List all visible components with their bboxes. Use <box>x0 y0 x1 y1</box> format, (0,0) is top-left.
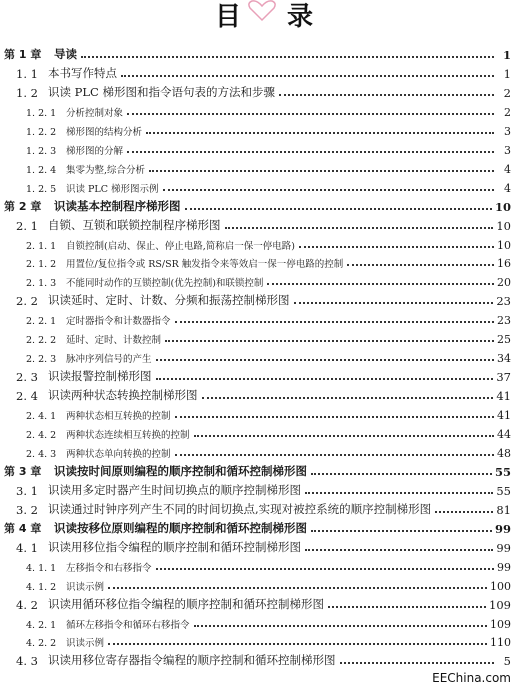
toc-page-number: 41 <box>497 409 511 423</box>
toc-page-number: 41 <box>496 389 511 404</box>
toc-subsection-row[interactable] <box>0 440 517 460</box>
toc-dot-leader <box>175 415 494 418</box>
toc-dot-leader <box>175 320 494 323</box>
toc-dot-leader <box>156 567 494 570</box>
toc-dot-leader <box>294 301 494 304</box>
toc-entry-number: 2. 4. 1 <box>26 411 57 423</box>
toc-dot-leader <box>127 112 494 115</box>
toc-dot-leader <box>225 226 494 229</box>
toc-title <box>0 0 517 32</box>
toc-dot-leader <box>185 207 492 210</box>
toc-page-number: 2 <box>503 85 511 100</box>
toc-dot-leader <box>81 55 494 58</box>
toc-entry-number: 3. 1 <box>16 483 38 498</box>
toc-section-row[interactable] <box>0 80 517 100</box>
toc-entry-title: 自锁、互锁和联锁控制程序梯形图 <box>48 217 221 232</box>
toc-entry-number: 4. 3 <box>16 654 38 669</box>
toc-dot-leader <box>311 472 492 475</box>
toc-dot-leader <box>202 396 494 399</box>
toc-dot-leader <box>347 263 494 266</box>
toc-entry-title: 识读用移位指令编程的顺序控制和循环控制梯形图 <box>48 539 301 554</box>
toc-page-number: 99 <box>496 540 511 555</box>
watermark: EEChina.com <box>432 671 511 685</box>
toc-entry-title: 识读 PLC 梯形图示例 <box>66 183 159 195</box>
toc-page-number: 20 <box>497 276 511 290</box>
toc-page-number: 3 <box>504 124 511 138</box>
toc-entry-title: 本书写作特点 <box>48 65 117 80</box>
toc-section-row[interactable] <box>0 478 517 498</box>
toc-entry-number: 3. 2 <box>16 502 38 517</box>
toc-entry-number: 2. 3 <box>16 370 38 385</box>
toc-section-row[interactable] <box>0 648 517 668</box>
toc-entry-title: 识读按移位原则编程的顺序控制和循环控制梯形图 <box>54 520 307 535</box>
toc-page-number: 1 <box>502 48 511 62</box>
toc-section-row[interactable] <box>0 61 517 81</box>
toc-page-number: 1 <box>503 66 511 81</box>
toc-dot-leader <box>156 377 494 380</box>
toc-dot-leader <box>340 661 495 664</box>
toc-dot-leader <box>194 624 487 627</box>
toc-dot-leader <box>305 548 493 551</box>
toc-entry-number: 4. 2. 1 <box>26 619 57 631</box>
toc-page-number: 10 <box>494 199 511 214</box>
toc-dot-leader <box>311 529 492 532</box>
toc-page-number: 5 <box>503 654 511 669</box>
toc-entry-title: 梯形图的结构分析 <box>66 126 143 138</box>
toc-section-row[interactable] <box>0 383 517 403</box>
toc-entry-title: 分析控制对象 <box>66 107 124 119</box>
toc-page-number: 55 <box>496 483 511 498</box>
toc-entry-number: 第 1 章 <box>4 48 42 61</box>
toc-dot-leader <box>108 642 487 645</box>
toc-dot-leader <box>146 131 494 134</box>
toc-dot-leader <box>165 339 494 342</box>
toc-subsection-row[interactable] <box>0 99 517 119</box>
toc-subsection-row[interactable] <box>0 611 517 631</box>
toc-entry-title: 梯形图的分解 <box>66 145 124 157</box>
toc-entry-number: 2. 2. 1 <box>26 316 57 328</box>
toc-dot-leader <box>175 453 494 456</box>
toc-entry-number: 第 4 章 <box>4 521 42 535</box>
toc-section-row[interactable] <box>0 213 517 233</box>
toc-dot-leader <box>163 188 494 191</box>
toc-subsection-row[interactable] <box>0 573 517 593</box>
toc-entry-title: 两种状态单向转换的控制 <box>66 448 171 460</box>
toc-page-number: 100 <box>490 579 511 593</box>
title-char-lu: 录 <box>287 2 314 32</box>
toc-entry-title: 两种状态连续相互转换的控制 <box>66 430 190 441</box>
toc-entry-number: 4. 1. 1 <box>26 562 57 574</box>
toc-section-row[interactable] <box>0 288 517 308</box>
toc-subsection-row[interactable] <box>0 250 517 270</box>
toc-page-number: 2 <box>504 105 511 119</box>
toc-page-number: 81 <box>496 502 511 517</box>
toc-entry-number: 1. 2. 2 <box>26 126 57 138</box>
toc-entry-title: 识读示例 <box>66 638 105 650</box>
toc-entry-number: 第 3 章 <box>4 464 42 478</box>
toc-entry-number: 第 2 章 <box>4 199 42 213</box>
toc-dot-leader <box>267 282 494 285</box>
toc-entry-title: 两种状态相互转换的控制 <box>66 411 171 423</box>
toc-entry-number: 4. 2 <box>16 597 38 612</box>
toc-entry-title: 延时、定时、计数控制 <box>66 335 162 347</box>
toc-entry-number: 4. 1. 2 <box>26 581 57 593</box>
toc-entry-number: 2. 1. 2 <box>26 259 57 271</box>
toc-section-row[interactable] <box>0 364 517 384</box>
toc-page-number: 23 <box>496 294 511 309</box>
toc-entry-number: 2. 1. 3 <box>26 278 57 290</box>
toc-entry-title: 识读两种状态转换控制梯形图 <box>48 388 198 403</box>
toc-chapter-row[interactable] <box>0 42 517 62</box>
toc-entry-title: 识读用多定时器产生时间切换点的顺序控制梯形图 <box>48 482 301 497</box>
toc-entry-title: 识读延时、定时、计数、分频和振荡控制梯形图 <box>48 293 290 308</box>
toc-entry-number: 2. 1 <box>16 218 38 233</box>
toc-entry-title: 定时器指令和计数器指令 <box>66 316 171 328</box>
title-char-mu: 目 <box>215 2 242 32</box>
toc-subsection-row[interactable] <box>0 326 517 346</box>
toc-entry-title: 识读按时间原则编程的顺序控制和循环控制梯形图 <box>54 463 307 478</box>
toc-entry-title: 集零为整,综合分析 <box>66 164 146 176</box>
toc-dot-leader <box>194 434 494 437</box>
toc-entry-number: 1. 2. 3 <box>26 145 57 157</box>
toc-dot-leader <box>299 245 494 248</box>
toc-page-number: 109 <box>490 617 511 631</box>
toc-page-number: 99 <box>497 560 511 574</box>
toc-section-row[interactable] <box>0 535 517 555</box>
toc-entry-title: 导读 <box>54 47 77 61</box>
toc-chapter-row[interactable] <box>0 194 517 214</box>
toc-page-number: 25 <box>497 333 511 347</box>
toc-page-number: 110 <box>490 636 511 650</box>
toc-entry-number: 2. 2. 2 <box>26 335 57 347</box>
toc-entry-title: 识读基本控制程序梯形图 <box>54 198 181 213</box>
toc-page-number: 109 <box>489 597 511 612</box>
toc-subsection-row[interactable] <box>0 175 517 195</box>
toc-page-number: 44 <box>497 428 511 441</box>
toc-entry-number: 4. 2. 2 <box>26 638 57 650</box>
toc-page-number: 4 <box>504 162 511 176</box>
toc-entry-title: 识读示例 <box>66 581 105 593</box>
toc-subsection-row[interactable] <box>0 232 517 252</box>
toc-entry-number: 2. 1. 1 <box>26 240 57 252</box>
toc-entry-title: 脉冲序列信号的产生 <box>66 354 152 366</box>
toc-page-number: 48 <box>497 446 511 460</box>
toc-subsection-row[interactable] <box>0 118 517 138</box>
toc-dot-leader <box>127 150 494 153</box>
toc-entry-title: 识读用移位寄存器指令编程的顺序控制和循环控制梯形图 <box>48 653 336 668</box>
toc-page-number: 34 <box>497 352 511 366</box>
heart-icon <box>247 0 277 22</box>
toc-page-number: 3 <box>504 143 511 157</box>
toc-entry-title: 左移指令和右移指令 <box>66 562 152 574</box>
toc-entry-number: 1. 1 <box>16 66 38 81</box>
toc-dot-leader <box>435 510 493 513</box>
toc-page-number: 99 <box>494 521 511 536</box>
toc-entry-number: 2. 2 <box>16 294 38 309</box>
toc-dot-leader <box>305 491 493 494</box>
toc-page-number: 10 <box>497 238 511 252</box>
toc-subsection-row[interactable] <box>0 421 517 441</box>
toc-entry-number: 2. 4 <box>16 389 38 404</box>
toc-dot-leader <box>328 605 486 608</box>
toc-section-row[interactable] <box>0 497 517 517</box>
toc-entry-number: 1. 2. 5 <box>26 183 57 195</box>
toc-dot-leader <box>279 93 494 96</box>
toc-entry-number: 1. 2. 1 <box>26 107 57 119</box>
toc-entry-title: 不能同时动作的互锁控制(优先控制)和联锁控制 <box>66 278 264 290</box>
toc-entry-title: 循环左移指令和循环右移指令 <box>66 619 190 631</box>
toc-page-number: 37 <box>496 370 511 385</box>
toc-page-number: 55 <box>494 464 511 479</box>
toc-subsection-row[interactable] <box>0 629 517 649</box>
toc-entry-number: 2. 4. 3 <box>26 448 57 460</box>
toc-chapter-row[interactable] <box>0 459 517 479</box>
toc-page-number: 10 <box>496 218 511 233</box>
toc-page-number: 16 <box>497 257 511 271</box>
toc-entry-number: 1. 2. 4 <box>26 164 57 176</box>
toc-chapter-row[interactable] <box>0 516 517 536</box>
toc-entry-title: 识读用循环移位指令编程的顺序控制和循环控制梯形图 <box>48 596 324 611</box>
toc-entry-number: 1. 2 <box>16 85 38 100</box>
toc-subsection-row[interactable] <box>0 554 517 574</box>
toc-subsection-row[interactable] <box>0 156 517 176</box>
toc-entry-number: 2. 4. 2 <box>26 430 57 441</box>
toc-entry-title: 自锁控制(启动、保止、停止电路,简称启一保一停电路) <box>66 240 295 252</box>
toc-subsection-row[interactable] <box>0 137 517 157</box>
toc-subsection-row[interactable] <box>0 345 517 365</box>
toc-section-row[interactable] <box>0 592 517 612</box>
toc-dot-leader <box>156 358 494 361</box>
toc-dot-leader <box>149 169 494 172</box>
toc-entry-title: 识读通过时钟序列产生不同的时间切换点,实现对被控系统的顺序控制梯形图 <box>48 501 432 516</box>
toc-entry-number: 4. 1 <box>16 540 38 555</box>
toc-subsection-row[interactable] <box>0 269 517 289</box>
toc-page-number: 4 <box>504 181 511 195</box>
toc-subsection-row[interactable] <box>0 402 517 422</box>
toc-subsection-row[interactable] <box>0 307 517 327</box>
toc-entry-title: 用置位/复位指令或 RS/SR 触发指令来等效启一保一停电路的控制 <box>66 259 344 271</box>
toc-entry-number: 2. 2. 3 <box>26 354 57 366</box>
toc-entry-title: 识读报警控制梯形图 <box>48 369 152 384</box>
toc-entry-title: 识读 PLC 梯形图和指令语句表的方法和步骤 <box>48 84 275 99</box>
toc-dot-leader <box>121 74 494 77</box>
toc-dot-leader <box>108 586 487 589</box>
toc-page-number: 23 <box>497 314 511 328</box>
